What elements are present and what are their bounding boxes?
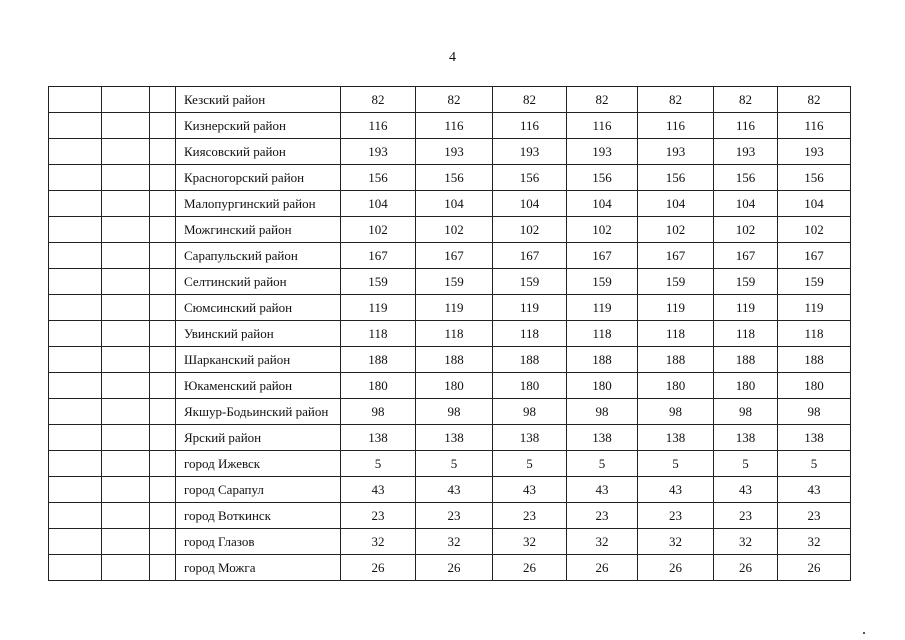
value-cell: 188 [416,347,493,373]
value-cell: 23 [341,503,416,529]
data-table [48,86,851,581]
value-cell: 119 [341,295,416,321]
value-cell: 102 [638,217,714,243]
value-cell: 98 [714,399,778,425]
district-name-cell: город Ижевск [176,451,341,477]
empty-cell [102,269,150,295]
value-cell: 167 [493,243,567,269]
district-name-cell: Шарканский район [176,347,341,373]
table-row [49,217,851,243]
value-cell: 193 [567,139,638,165]
value-cell: 193 [493,139,567,165]
scan-dot [863,632,865,634]
value-cell: 104 [493,191,567,217]
empty-cell [102,139,150,165]
table-row [49,529,851,555]
value-cell: 102 [778,217,851,243]
table-row [49,113,851,139]
value-cell: 180 [567,373,638,399]
table-row [49,477,851,503]
value-cell: 159 [567,269,638,295]
value-cell: 118 [638,321,714,347]
district-name-cell: Красногорский район [176,165,341,191]
empty-cell [150,529,176,555]
district-name-cell: Кизнерский район [176,113,341,139]
value-cell: 98 [341,399,416,425]
district-name-cell: Ярский район [176,425,341,451]
empty-cell [150,373,176,399]
value-cell: 98 [416,399,493,425]
value-cell: 156 [493,165,567,191]
table-row [49,165,851,191]
empty-cell [102,321,150,347]
empty-cell [102,191,150,217]
value-cell: 180 [638,373,714,399]
empty-cell [150,243,176,269]
value-cell: 98 [567,399,638,425]
empty-cell [49,425,102,451]
value-cell: 180 [778,373,851,399]
empty-cell [150,503,176,529]
empty-cell [150,269,176,295]
empty-cell [150,165,176,191]
empty-cell [102,217,150,243]
value-cell: 23 [567,503,638,529]
value-cell: 118 [341,321,416,347]
empty-cell [102,503,150,529]
value-cell: 82 [638,87,714,113]
value-cell: 102 [567,217,638,243]
empty-cell [150,399,176,425]
table-body [49,87,851,581]
empty-cell [102,425,150,451]
empty-cell [49,295,102,321]
value-cell: 104 [416,191,493,217]
empty-cell [49,555,102,581]
value-cell: 193 [416,139,493,165]
district-name-cell: Можгинский район [176,217,341,243]
table-row [49,295,851,321]
value-cell: 26 [416,555,493,581]
empty-cell [102,555,150,581]
value-cell: 119 [416,295,493,321]
value-cell: 188 [638,347,714,373]
value-cell: 26 [714,555,778,581]
value-cell: 32 [567,529,638,555]
value-cell: 26 [493,555,567,581]
value-cell: 193 [778,139,851,165]
value-cell: 104 [341,191,416,217]
value-cell: 5 [714,451,778,477]
value-cell: 43 [567,477,638,503]
value-cell: 116 [493,113,567,139]
value-cell: 180 [341,373,416,399]
empty-cell [102,399,150,425]
value-cell: 82 [567,87,638,113]
district-name-cell: Юкаменский район [176,373,341,399]
value-cell: 118 [778,321,851,347]
table-row [49,503,851,529]
empty-cell [102,87,150,113]
value-cell: 98 [493,399,567,425]
value-cell: 188 [493,347,567,373]
value-cell: 82 [778,87,851,113]
value-cell: 23 [714,503,778,529]
value-cell: 167 [567,243,638,269]
value-cell: 43 [493,477,567,503]
value-cell: 116 [416,113,493,139]
table-row [49,425,851,451]
value-cell: 26 [341,555,416,581]
empty-cell [150,217,176,243]
value-cell: 32 [416,529,493,555]
value-cell: 138 [778,425,851,451]
value-cell: 118 [714,321,778,347]
table-row [49,243,851,269]
value-cell: 102 [416,217,493,243]
value-cell: 23 [493,503,567,529]
table-row [49,269,851,295]
empty-cell [49,243,102,269]
empty-cell [49,347,102,373]
value-cell: 156 [638,165,714,191]
value-cell: 167 [714,243,778,269]
value-cell: 159 [714,269,778,295]
value-cell: 32 [341,529,416,555]
value-cell: 193 [714,139,778,165]
value-cell: 43 [416,477,493,503]
value-cell: 119 [493,295,567,321]
table-row [49,347,851,373]
empty-cell [150,113,176,139]
district-name-cell: город Можга [176,555,341,581]
value-cell: 159 [493,269,567,295]
empty-cell [150,321,176,347]
empty-cell [49,217,102,243]
empty-cell [150,451,176,477]
value-cell: 116 [567,113,638,139]
value-cell: 98 [778,399,851,425]
table-row [49,191,851,217]
value-cell: 156 [416,165,493,191]
value-cell: 98 [638,399,714,425]
empty-cell [102,295,150,321]
district-name-cell: Кезский район [176,87,341,113]
district-name-cell: Сарапульский район [176,243,341,269]
value-cell: 26 [567,555,638,581]
value-cell: 119 [638,295,714,321]
value-cell: 156 [714,165,778,191]
empty-cell [49,399,102,425]
value-cell: 167 [638,243,714,269]
value-cell: 138 [341,425,416,451]
value-cell: 167 [778,243,851,269]
value-cell: 138 [638,425,714,451]
value-cell: 32 [714,529,778,555]
value-cell: 119 [567,295,638,321]
value-cell: 188 [341,347,416,373]
value-cell: 138 [416,425,493,451]
empty-cell [49,529,102,555]
table-row [49,373,851,399]
value-cell: 82 [493,87,567,113]
value-cell: 118 [493,321,567,347]
empty-cell [150,477,176,503]
table-row [49,555,851,581]
value-cell: 156 [567,165,638,191]
empty-cell [49,165,102,191]
table-row [49,139,851,165]
value-cell: 5 [638,451,714,477]
value-cell: 138 [714,425,778,451]
value-cell: 32 [493,529,567,555]
value-cell: 104 [714,191,778,217]
value-cell: 156 [778,165,851,191]
value-cell: 159 [341,269,416,295]
value-cell: 5 [567,451,638,477]
value-cell: 193 [638,139,714,165]
empty-cell [49,373,102,399]
value-cell: 116 [638,113,714,139]
empty-cell [150,295,176,321]
value-cell: 159 [638,269,714,295]
district-name-cell: город Глазов [176,529,341,555]
value-cell: 32 [638,529,714,555]
value-cell: 43 [341,477,416,503]
empty-cell [49,321,102,347]
empty-cell [49,503,102,529]
table-row [49,451,851,477]
value-cell: 138 [493,425,567,451]
value-cell: 188 [714,347,778,373]
value-cell: 26 [638,555,714,581]
value-cell: 159 [416,269,493,295]
empty-cell [150,347,176,373]
value-cell: 5 [778,451,851,477]
value-cell: 5 [493,451,567,477]
district-name-cell: Сюмсинский район [176,295,341,321]
empty-cell [49,87,102,113]
value-cell: 104 [778,191,851,217]
value-cell: 159 [778,269,851,295]
page-number: 4 [449,50,456,65]
empty-cell [102,477,150,503]
empty-cell [102,113,150,139]
district-name-cell: Киясовский район [176,139,341,165]
empty-cell [102,373,150,399]
district-name-cell: Селтинский район [176,269,341,295]
value-cell: 104 [638,191,714,217]
table-row [49,87,851,113]
value-cell: 104 [567,191,638,217]
value-cell: 188 [567,347,638,373]
value-cell: 82 [341,87,416,113]
value-cell: 23 [416,503,493,529]
value-cell: 102 [341,217,416,243]
value-cell: 180 [493,373,567,399]
value-cell: 102 [493,217,567,243]
empty-cell [150,87,176,113]
table-row [49,399,851,425]
value-cell: 156 [341,165,416,191]
value-cell: 167 [416,243,493,269]
empty-cell [49,477,102,503]
value-cell: 23 [778,503,851,529]
empty-cell [150,139,176,165]
value-cell: 82 [714,87,778,113]
value-cell: 116 [778,113,851,139]
value-cell: 116 [341,113,416,139]
value-cell: 193 [341,139,416,165]
district-name-cell: город Сарапул [176,477,341,503]
empty-cell [150,555,176,581]
district-name-cell: Якшур-Бодьинский район [176,399,341,425]
district-name-cell: Малопургинский район [176,191,341,217]
empty-cell [102,451,150,477]
value-cell: 5 [416,451,493,477]
district-name-cell: город Воткинск [176,503,341,529]
empty-cell [102,529,150,555]
value-cell: 188 [778,347,851,373]
value-cell: 5 [341,451,416,477]
value-cell: 43 [778,477,851,503]
value-cell: 32 [778,529,851,555]
value-cell: 82 [416,87,493,113]
value-cell: 43 [638,477,714,503]
empty-cell [150,425,176,451]
empty-cell [102,243,150,269]
value-cell: 102 [714,217,778,243]
value-cell: 116 [714,113,778,139]
value-cell: 119 [714,295,778,321]
district-name-cell: Увинский район [176,321,341,347]
value-cell: 119 [778,295,851,321]
value-cell: 118 [416,321,493,347]
value-cell: 180 [714,373,778,399]
value-cell: 23 [638,503,714,529]
empty-cell [49,113,102,139]
empty-cell [49,269,102,295]
empty-cell [49,139,102,165]
value-cell: 118 [567,321,638,347]
empty-cell [49,451,102,477]
value-cell: 167 [341,243,416,269]
empty-cell [150,191,176,217]
value-cell: 26 [778,555,851,581]
empty-cell [102,165,150,191]
empty-cell [102,347,150,373]
value-cell: 138 [567,425,638,451]
table-row [49,321,851,347]
value-cell: 43 [714,477,778,503]
empty-cell [49,191,102,217]
value-cell: 180 [416,373,493,399]
